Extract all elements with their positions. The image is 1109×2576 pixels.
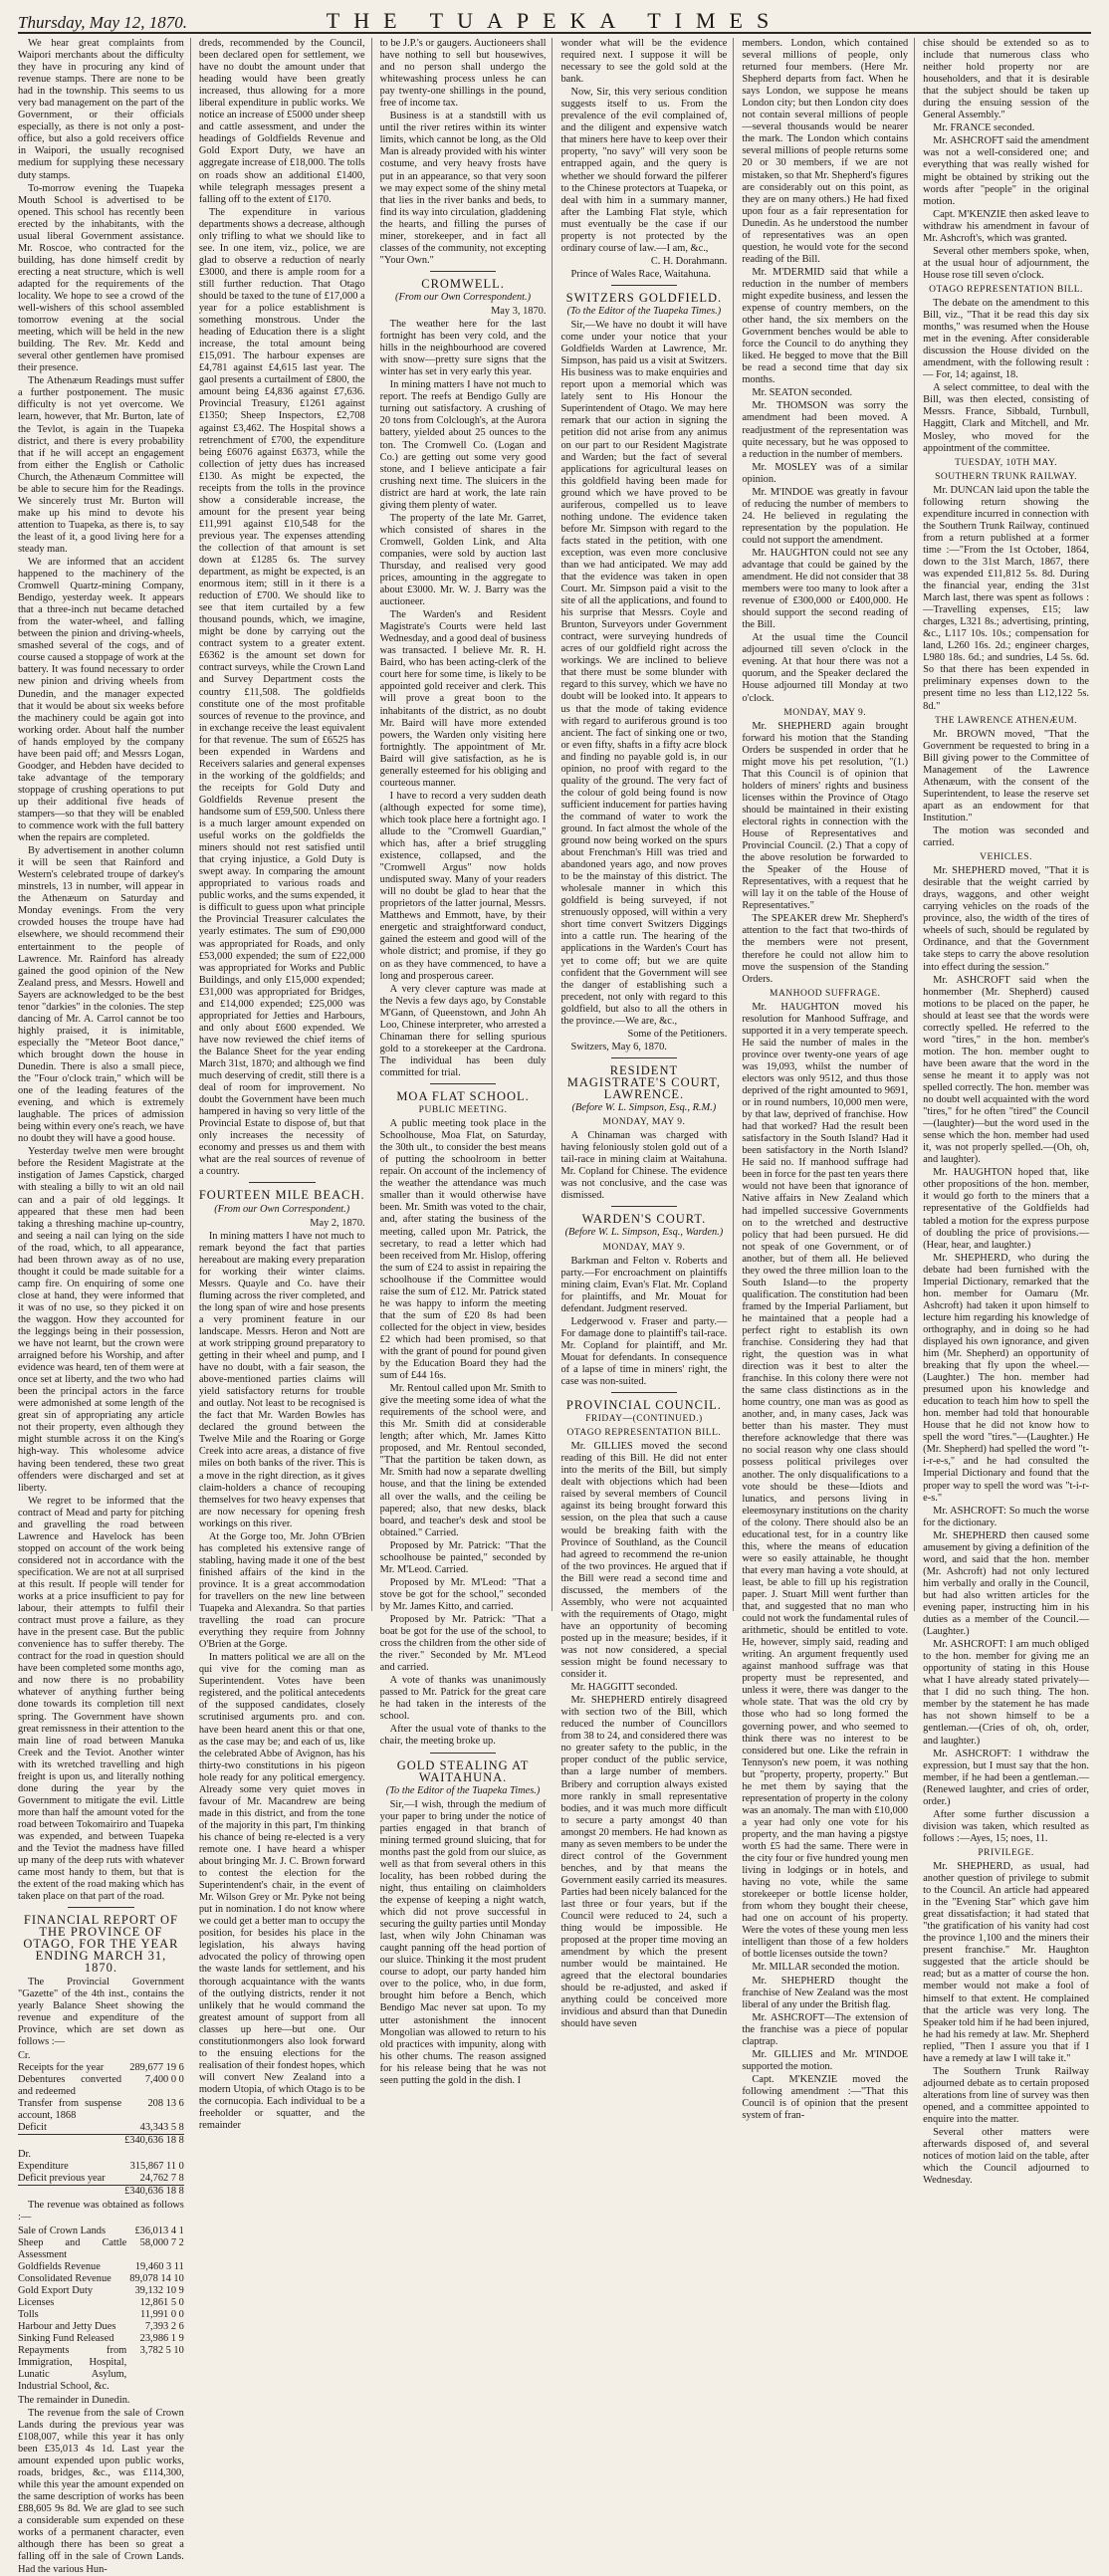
article-paragraph: The SPEAKER drew Mr. Shepherd's attention to the fact that two-thirds of the members were not present, therefore he could not allow him to move the suspension of the Standing Orders. xyxy=(742,913,909,985)
article-paragraph: Mr. Rentoul called upon Mr. Smith to give the meeting some idea of what the requirements of the school were, and this Mr. Smith did at considerable length; after which, Mr. James Kitto proposed, and Mr. Rentoul seconded, "That the partition be taken down, as Mr. Smith had now a separate dwelling house, and that the lining be extended all over the walls, and the ceiling be papered; also, that new desks, black board, and teacher's desk and stool be obtained." Carried. xyxy=(379,1383,547,1538)
article-paragraph: Ledgerwood v. Fraser and party.—For damage done to plaintiff's tail-race. Mr. Copland for plaintiff, and Mr. Mouat for defendants. In consequence of a lapse of time in miners' right, the case was non-suited. xyxy=(560,1315,728,1388)
signature: Some of the Petitioners. xyxy=(627,1028,728,1040)
article-paragraph: A public meeting took place in the Schoolhouse, Moa Flat, on Saturday, the 30th ult., to consider the best means of putting the schoolroom in better repair. On account of the inclemency of the weather the attendance was much smaller than it would otherwise have been. Mr. Smith was voted to the chair, and, after stating the business of the meeting, called upon Mr. Patrick, the secretary, to read a letter which had been received from Mr. Hislop, offering the sum of £24 to assist in repairing the schoolhouse if the Committee would raise the sum of £12. Mr. Patrick stated he was happy to inform the meeting that the sum of £20 8s had been collected for the object in view, besides £2 which had been promised, so that with the grant of pound for pound given by the Education Board they had the sum of £44 16s. xyxy=(379,1118,547,1382)
column-2 xyxy=(198,38,372,2132)
article-paragraph: Mr. SHEPHERD entirely disagreed with section two of the Bill, which reduced the number of Councillors from 38 to 24, and considered there was no greater safety to the public, in the proper conduct of the public service, than a large number of members. Bribery and corruption always existed more rankly in small representative bodies, and it was much more difficult to secure a party amongst 40 than amongst 20 members. He had known as many as seven members to be under the direct control of the Government benches, and by that means the Government easily carried its measures. Parties had been nicely balanced for the last three or four years, but if the Council were reduced to 24, such a thing would be impossible. He proposed at the proper time moving an amendment by which the present number would be maintained. He agreed that the electoral boundaries should be re-adjusted, and asked if anything could be conceived more invidious and absurd than that Dunedin should have seven xyxy=(560,1695,728,2030)
subheading: MANHOOD SUFFRAGE. xyxy=(770,988,881,999)
table-row: Expenditure 315,867 11 0 xyxy=(18,2160,184,2172)
article-paragraph: Business is at a standstill with us until the river retires within its winter limits, which cannot be long, as the Old Man is already provided with his winter costume, and very heavy frosts have put in an appearance, so that very soon we may expect some of the shiny metal that lies in the river banks and beds, to find its way into circulation, gladdening the hearts, and filling the purses of miner, storekeeper, and in fact all classes of the community, not excepting "Your Own." xyxy=(379,111,547,266)
column-4 xyxy=(560,38,734,2030)
article-paragraph: The Provincial Government "Gazette" of the 4th inst., contains the yearly Balance Sheet showing the revenue and expenditure of the Province, which are set down as follows :— xyxy=(18,1976,184,2047)
table-row: Harbour and Jetty Dues 7,393 2 6 xyxy=(18,2320,184,2332)
revenue-table xyxy=(18,2225,184,2393)
article-paragraph: Proposed by Mr. M'Leod: "That a stove be got for the school," seconded by Mr. James Kitto, and carried. xyxy=(379,1576,547,1612)
article-paragraph: Mr. SHEPHERD, who during the debate had been furnished with the Imperial Dictionary, remarked that the hon. member for Oamaru (Mr. Ashcroft) had taken it upon himself to lecture him regarding his knowledge of orthography, and in doing so he had displayed his own ignorance, and given him (Mr. Shepherd) an opportunity of breaking that fly upon the wheel.—(Laughter.) The hon. member had presumed upon his knowledge and education to teach him how to spell the hon. member had told that honourable House that he did not know how to spell the word "tires."—(Laughter.) He (Mr. Shepherd) had spelled the word "t-i-r-e-s," and he had consulted the Imperial Dictionary and found that the proper way to spell the word was "t-i-r-e-s." xyxy=(923,1252,1089,1504)
article-paragraph: After some further discussion a division was taken, which resulted as follows :—Ayes, 15; noes, 11. xyxy=(923,1808,1089,1844)
article-paragraph: We regret to be informed that the contract of Mead and party for pitching and gravelling the road between Lawrence and Havelock has been stopped on account of the work being considered not in accordance with the specification. We are not at all surprised at this result. If people will tender for works at a price insufficient to pay for labour, their attempts to fulfil their contract must prove a failure, as they have in the present case. But the public convenience has to suffer thereby. The contract for the road in question should have been completed some months ago, and now there is no probability whatever of anything further being done towards its completion till next spring. The Government have shown great remissness in their attention to the main line of road between Manuka Creek and the Teviot. Another winter with its wretched travelling and high freight is upon us, and literally nothing done during the year by the Government to mitigate the evil. Little more than half the amount voted for the road between Tokomairiro and Tuapeka was expended, and between Tuapeka and the Teviot the madness have filled up many of the deep ruts with whatever came most handy to them, but that is the extent of the road making which has taken place on that part of the road. xyxy=(18,1495,184,1903)
article-paragraph: Mr. ASHCROFT: I withdraw the expression, but I must say that the hon. member, if he had been a gentleman.—(Renewed laughter, and cries of order, order.) xyxy=(923,1748,1089,1807)
article-paragraph: Mr. SHEPHERD again brought forward his motion that the Standing Orders be suspended in order that he might move his pet resolution, "(1.) That this Council is of opinion that holders of miners' rights and business licenses within the Province of Otago should be maintained in their existing electoral rights in connection with the House of Representatives and Provincial Council. (2.) That a copy of the above resolution be forwarded to the Speaker of the House of Representatives, with a request that he will lay it on the table of the House of Representatives." xyxy=(742,720,909,912)
divider xyxy=(430,271,497,272)
article-paragraph: Mr. ASHCROFT: I am much obliged to the hon. member for giving me an opportunity of stating in this House what I have already stated privately—that I did no such thing. The hon. member by the statement he has made has not shown himself to be a gentleman.—(Cries of oh, oh, order, and laughter.) xyxy=(923,1639,1089,1747)
article-paragraph: Mr. GILLIES and Mr. M'INDOE supported the motion. xyxy=(742,2048,909,2072)
article-paragraph: The motion was seconded and carried. xyxy=(923,825,1089,849)
article-paragraph: The revenue was obtained as follows :— xyxy=(18,2199,184,2223)
article-paragraph: Mr. SHEPHERD then caused some amusement by giving a definition of the word, and said that the hon. member (Mr. Ashcroft) had not only lectured him verbally and orally in the Council, but had also written articles for the evening paper, instructing him in his duties as a member of the Council.—(Laughter.) xyxy=(923,1529,1089,1638)
article-paragraph: Mr. ASHCROFT: So much the worse for the dictionary. xyxy=(923,1505,1089,1528)
article-paragraph: Barkman and Felton v. Roberts and party.—For encroachment on plaintiffs mining claim, Evan's Flat. Mr. Copland for plaintiffs, and Mr. Mouat for defendant. Judgment reserved. xyxy=(560,1255,728,1314)
article-paragraph: A select committee, to deal with the Bill, was then elected, consisting of Messrs. France, Sibbald, Turnbull, Haggitt, Clark and Mitchell, and Mr. Mosley, who moved for the appointment of the committee. xyxy=(923,382,1089,454)
signature-place: Prince of Wales Race, Waitahuna. xyxy=(570,268,711,280)
dateline: TUESDAY, 10TH MAY. xyxy=(955,457,1058,468)
article-paragraph: The debate on the amendment to this Bill, viz., "That it be read this day six months," was resumed when the House met in the evening. After considerable discussion the House divided on the amendment, with the following result :— For, 14; against, 18. xyxy=(923,297,1089,381)
subheading: SOUTHERN TRUNK RAILWAY. xyxy=(935,471,1077,482)
byline: (To the Editor of the Tuapeka Times.) xyxy=(566,305,722,317)
article-paragraph: I have to record a very sudden death (although expected for some time), which took place here a fortnight ago. I allude to the "Cromwell Guardian," which has, after a brief struggling existence, collapsed, and the "Cromwell Argus" now holds undisputed sway. Many of your readers will no doubt be glad to hear that the proprietors of the latter journal, Messrs. Matthews and Emmott, have, by their energetic and straightforward conduct, gained the esteem and good will of the whole district; and promise, if they go on as they have commenced, to have a long and prosperous career. xyxy=(379,790,547,982)
debit-table xyxy=(18,2149,184,2198)
article-paragraph: A vote of thanks was unanimously passed to Mr. Patrick for the great care he had taken in the interests of the school. xyxy=(379,1675,547,1723)
article-paragraph: wonder what will be the evidence required next. I suppose it will be necessary to see the gold sold at the bank. xyxy=(560,38,728,86)
article-paragraph: Yesterday twelve men were brought before the Resident Magistrate at the instigation of James Capstick, charged with stealing a billy to wit an old nail can and a pair of old leggings. It appeared that these men had been taking a threshing machine up-country, and seeing a nail can lying on the side of the road, which, to all appearance, had been thrown away as of no use, thought it could be made suitable for a camp fire. On enquiring of some one close at hand, they were informed that it was of no use, so they picked it on the waggon. How they accounted for the leggings being in their possession, we have not learnt, but the crown were arraigned before his Worship, and after evidence was heard, ten of them were at once set at liberty, and the two who had been the principal actors in the farce were admonished at some length of the great sin of appropriating any article not their property, even although they might stumble across it on the King's high-way. This wholesome advice having been tendered, these two great offenders were discharged and set at liberty. xyxy=(18,1146,184,1494)
divider xyxy=(611,1392,678,1393)
article-paragraph: Mr. ASHCROFT—The extension of the franchise was a piece of popular claptrap. xyxy=(742,2011,909,2047)
article-paragraph: Mr. SHEPHERD moved, "That it is desirable that the weight carried by drays, waggons, and other weight carrying vehicles on the roads of the province, also, the width of the tires of wheels of such, should be regulated by Ordinance, and that the Government take steps to carry the above resolution into effect during the session." xyxy=(923,865,1089,973)
dateline: MONDAY, MAY 9. xyxy=(602,1117,686,1128)
article-paragraph: Mr. HAUGHTON could not see any advantage that could be gained by the amendment. He did not consider that 38 members were too many to look after a revenue of £300,000 or £400,000. He should support the second reading of the Bill. xyxy=(742,547,909,631)
byline: (Before W. L. Simpson, Esq., R.M.) xyxy=(571,1102,717,1114)
headline-gold-stealing: GOLD STEALING AT WAITAHUNA. xyxy=(396,1757,530,1784)
dateline: May 3, 1870. xyxy=(491,305,547,317)
headline-provincial-council: PROVINCIAL COUNCIL. xyxy=(565,1398,722,1413)
table-heading: Dr. xyxy=(18,2148,31,2160)
divider xyxy=(430,1083,497,1084)
article-paragraph: Mr. SHEPHERD thought the franchise of New Zealand was the most liberal of any under the British flag. xyxy=(742,1975,909,2010)
table-row: Debentures converted and redeemed 7,400 0 0 xyxy=(18,2073,184,2097)
article-paragraph: Mr. ASHCROFT said when the honmember (Mr. Shepherd) caused motions to be placed on the paper, he should at least see that the words were correctly spelled. He referred to the word "tires," in the hon. member's motion. The hon. member ought to have been aware that the word in the sense he meant it to apply was not spelled correctly. The hon. member was no doubt well acquainted with the word "tires," for he often "tired" the Council—(laughter)—but the word used in the sense which the hon. member had used it, was not properly spelled.—(Oh, oh, and laughter). xyxy=(923,974,1089,1166)
subheading: VEHICLES. xyxy=(980,852,1032,863)
article-paragraph: We are informed that an accident happened to the machinery of the Cromwell Quartz-mining Company, Bendigo, yesterday week. It appears that a three-inch nut became detached from the water-wheel, and falling between the pinion and driving-wheels, smashed several of the cogs, and of course caused a stoppage of work at the battery. It was found necessary to order new pinion and driving wheels from Dunedin, and the manager expected that it would be about six weeks before the machinery could be again got into working order. About half the number of hands employed by the company have been paid off; and Messrs Logan, Goodger, and Hebden have decided to take advantage of the temporary stoppage of crushing operations to put up their additional five heads of stampers—so that they will be enabled to commence work with the full battery when the repairs are completed. xyxy=(18,557,184,844)
byline: (Before W. L. Simpson, Esq., Warden.) xyxy=(564,1227,724,1239)
article-paragraph: Several other members spoke, when, at the usual hour of adjournment, the House rose till seven o'clock. xyxy=(923,245,1089,281)
article-paragraph: The revenue from the sale of Crown Lands during the previous year was £108,007, while this year it has only been £35,013 4s 1d. Last year the amount expended upon public works, roads, bridges, &c., was £114,300, while this year the amount expended on the same description of works has been £88,605 9s 8d. We are glad to see such a considerable sum expended on these works of a permanent character, even although there has been so great a falling off in the sale of Crown Lands. Had the various Hun- xyxy=(18,2407,184,2575)
article-paragraph: We hear great complaints from Waipori merchants about the difficulty they have in procuring any kind of revenue stamps. There are none to be had in the township. This seems to us very bad management on the part of the Government, or their officials especially, as there is not only a post-office, but also a gold receivers office in Waipori, the usually recognised medium for supplying these necessary duty stamps. xyxy=(18,38,184,181)
headline-financial-report: FINANCIAL REPORT OF THE PROVINCE OF OTAGO, FOR THE YEAR ENDING MARCH 31, 1870. xyxy=(23,1913,179,1976)
article-paragraph: Mr. ASHCROFT said the amendment was not a well-considered one; and everything that was really wished for might be obtained by striking out the words after "people" in the original motion. xyxy=(923,135,1089,207)
article-paragraph: Mr. BROWN moved, "That the Government be requested to bring in a Bill giving power to the Committee of Management of the Lawrence Athenæum, with the consent of the Superintendent, to lease the reserve set apart as an endowment for that Institution." xyxy=(923,728,1089,823)
article-paragraph: After the usual vote of thanks to the chair, the meeting broke up. xyxy=(379,1724,547,1748)
dateline: May 2, 1870. xyxy=(310,1217,365,1229)
signature-place: Switzers, May 6, 1870. xyxy=(570,1041,667,1053)
article-paragraph: The property of the late Mr. Garret, which consisted of shares in the Cromwell, Golden Link, and Alta companies, were sold by auction last Thursday, and realised very good prices, amounting in the aggregate to about £3000. Mr. W. J. Barry was the auctioneer. xyxy=(379,512,547,608)
dateline: MONDAY, MAY 9. xyxy=(783,707,867,718)
column-3 xyxy=(379,38,554,2086)
article-paragraph: Several other matters were afterwards disposed of, and several notices of motion laid on the table, after which the Council adjourned to Wednesday. xyxy=(923,2127,1089,2187)
divider xyxy=(249,1182,316,1183)
headline-cromwell: CROMWELL. xyxy=(421,276,505,291)
byline: (From our Own Correspondent.) xyxy=(214,1203,350,1215)
article-paragraph: A very clever capture was made at the Nevis a few days ago, by Constable M'Gann, of Queenstown, and John Ah Loo, Chinese interpreter, who arrested a Chinaman there for selling spurious gold to a storekeeper at the Cardrona. The individual has been duly committed for trial. xyxy=(379,983,547,1078)
table-row: Receipts for the year 289,677 19 6 xyxy=(18,2061,184,2073)
article-paragraph: Capt. M'KENZIE moved the following amendment :—"That this Council is of opinion that the present system of fran- xyxy=(742,2073,909,2122)
columns xyxy=(18,38,1095,2575)
article-paragraph: In matters political we are all on the qui vive for the coming man as Superintendent. Votes have been registered, and the political antecedents of the supposed candidates, closely scrutinised arguments pro. and con. have been heard anent this or that one, as the case may be; and each of us, like the celebrated Abbe of Avignon, has his thirty-two constitutions in his pigeon hole ready for any political emergency. Already some very quiet moves in favour of Mr. Macandrew are being made in this district, and from the tone of the majority in this part, I'm thinking his chance of being re-elected is a very remote one. I have heard a whisper about bringing Mr. J. C. Brown forward to contest the election for the Superintendent's chair, in the event of Mr. Wilson Grey or Mr. Pyke not being put in nomination. I do not know where we could get a better man to occupy the position, for besides his place in the legislation, his always having advocated the policy of throwing open the waste lands for settlement, and his thorough acquaintance with the wants of the outlying districts, render it not unlikely that he would command the greatest amount of support from all classes up here—but one. Our constitutionmongers also look forward to the ensuing elections for the realisation of their fondest hopes, which will convert New Zealand into a modern Utopia, of which Otago is to be the cornucopia. Each individual to be a freeholder or squatter, and the remainder xyxy=(198,1652,365,2132)
article-paragraph: In mining matters I have not much to remark beyond the fact that parties hereabout are making every preparation for working their winter claims. Messrs. Quayle and Co. have their fluming across the river completed, and the long span of wire and hose presents a very prominent feature in our landscape. Messrs. Heron and Nott are at work stripping ground preparatory to getting in their wheel and pump, and I have no doubt, with a fair season, the above-mentioned parties claims will yield satisfactory returns for trouble and outlay. Not least to be recognised is the fact that Mr. Warden Bowles has declared the ground between the Twelve Mile and the Roaring or Gorge Creek into acre areas, a distance of five miles on both banks of the river. This is a move in the right direction, as it gives claim-holders a chance of recouping themselves for two heavy expenses that are now necessary for opening fresh workings on this river. xyxy=(198,1230,365,1529)
article-paragraph: Mr. SHEPHERD, as usual, had another question of privilege to submit to the Council. An article had appeared in the "Evening Star" which gave him great dissatisfaction; it had stated that "the gratification of his vanity had cost the province 1,100 and the miners their present franchise." Mr. Haughton suggested that the article should be read; but as a matter of course the hon. member would not make a fool of himself to that extent. He complained that the article was very long. The Speaker told him if he had been injured, he had his remedy at law. Mr. Shepherd replied, "Then I assure you that if I have a remedy at law I will take it." xyxy=(923,1860,1089,2064)
table-row: Transfer from suspense account, 1868 208 13 6 xyxy=(18,2097,184,2121)
article-paragraph: The Warden's and Resident Magistrate's Courts were held last Wednesday, and a good deal of business was transacted. I believe Mr. R. H. Baird, who has been acting-clerk of the court here for some time, is likely to be appointed gold receiver and clerk. This will prove a great boon to the inhabitants of the district, as no doubt Mr. Baird will have more extended powers, the Warden only visiting here fortnightly. The appointment of Mr. Baird will give satisfaction, as he is generally esteemed for his obliging and courteous manner. xyxy=(379,609,547,789)
article-paragraph: Mr. GILLIES moved the second reading of this Bill. He did not enter into the merits of the Bill, but simply dealt with objections which had been raised by several members of Council against its being brought forward this session, on the plea that such a cause would be breaking faith with the Province of Southland, as the Council had agreed to recommend the re-union of the two provinces. He argued that if the Bill were read a second time and discussed, the members of the Assembly, who were not acquainted with the requirements of Otago, might have an opportunity of becoming posted up in the measure; besides, if it was not now considered, a special session might be found necessary to consider it. xyxy=(560,1441,728,1681)
credit-table xyxy=(18,2050,184,2147)
article-paragraph: Now, Sir, this very serious condition suggests itself to us. From the prevalence of the evil complained of, and the diligent and expensive watch that miners here have to keep over their property, "no savy" will very soon be entrapped again, and the query is whether we should forward the pilferer to the Chinese protectors at Tuapeka, or deal with him in a summary manner, after the Lambing Flat style, which must eventually be the case if our property is not protected by the ordinary course of law.—I am, &c., xyxy=(560,87,728,254)
article-paragraph: Proposed by Mr. Patrick: "That a boat be got for the use of the school, to cross the children from the other side of the river." Seconded by Mr. M'Leod and carried. xyxy=(379,1614,547,1674)
table-row: Deficit 43,343 5 8 xyxy=(18,2121,184,2133)
table-row: Sinking Fund Released 23,986 1 9 xyxy=(18,2332,184,2344)
table-row: Gold Export Duty 39,132 10 9 xyxy=(18,2284,184,2296)
column-6 xyxy=(923,38,1095,2187)
dateline: MONDAY, MAY 9. xyxy=(602,1242,686,1253)
article-paragraph: Proposed by Mr. Patrick: "That the schoolhouse be painted," seconded by Mr. M'Leod. Carried. xyxy=(379,1539,547,1575)
subheading: THE LAWRENCE ATHENÆUM. xyxy=(935,715,1078,726)
table-row: Sale of Crown Lands £36,013 4 1 xyxy=(18,2225,184,2236)
article-paragraph: Sir,—I wish, through the medium of your paper to bring under the notice of parties engaged in that branch of mining termed ground sluicing, that for months past the gold from our sluice, as well as that from several others in this locality, has been robbed during the night, thus entailing on claimholders the expense of keeping a night watch, which did not prove successful in securing the guilty parties until Monday last, when wily John Chinaman was caught panning off the head portion of our sluice. Thinking it the most prudent course to adopt, our party handed him over to the police, who, in due form, brought him before a Bench, which Bendigo Mac never sat upon. To my utter astonishment the innocent Mongolian was allowed to return to his old practices with impunity, along with his other chums. The reason assigned for his release being that he was not seen putting the gold in the dish. I xyxy=(379,1798,547,2086)
table-row: Goldfields Revenue 19,460 3 11 xyxy=(18,2260,184,2272)
divider xyxy=(611,1206,678,1207)
article-paragraph: In mining matters I have not much to report. The reefs at Bendigo Gully are turning out satisfactory. A crushing of 20 tons from Colclough's, at the Aurora battery, yielded about 25 ounces to the ton. The Cromwell Co. (Logan and Co.) are getting out some very good stone, and I believe anticipate a fair crushing next time. The sluicers in the district are hard at work, the late rain giving them plenty of water. xyxy=(379,379,547,511)
article-paragraph: Mr. MOSLEY was of a similar opinion. xyxy=(742,461,909,485)
subheading: OTAGO REPRESENTATION BILL. xyxy=(929,284,1083,295)
table-row: Deficit previous year 24,762 7 8 xyxy=(18,2172,184,2184)
masthead xyxy=(18,8,1091,34)
headline-switzers-goldfield: SWITZERS GOLDFIELD. xyxy=(565,290,723,305)
subheading: PRIVILEGE. xyxy=(978,1847,1034,1858)
headline-moa-flat-school: MOA FLAT SCHOOL. xyxy=(396,1088,530,1103)
article-paragraph: Mr. THOMSON was sorry the amendment had been moved. A readjustment of the representation was quite necessary, but he was opposed to a reduction in the number of members. xyxy=(742,400,909,460)
article-paragraph: At the usual time the Council adjourned till seven o'clock in the evening. At that hour there was not a quorum, and the Speaker declared the House adjourned till Monday at two o'clock. xyxy=(742,632,909,704)
article-paragraph: The remainder in Dunedin. xyxy=(18,2394,130,2406)
subheading: FRIDAY—(CONTINUED.) xyxy=(585,1414,703,1425)
article-paragraph: Mr. SEATON seconded. xyxy=(752,387,853,399)
signature: C. H. Dorahmann. xyxy=(650,255,728,267)
byline: (From our Own Correspondent.) xyxy=(395,291,532,303)
newspaper-title: THE TUAPEKA TIMES xyxy=(326,8,783,33)
article-paragraph: The expenditure in various departments shows a decrease, although only trifling to what we should like to see. In one item, viz., police, we are glad to observe a reduction of nearly £3000, and there is ample room for a still further reduction. That Otago should be taxed to the tune of £17,000 a year for a police establishment is something monstrous. Under the heading of Education there is a slight increase, the total amount being £15,091. The harbour expenses are £4,781 against £4,615 last year. The gaol presents a curtailment of £800, the amount being £4,836 against £7,636. Provincial Treasury, £1261 against £1350; Sheep Inspectors, £2,708 against £3,462. The Hospital shows a retrenchment of £700, the expenditure being £6076 against £6373, while the collection of jetty dues has increased £130. As might be expected, the receipts from the tolls in the province show a considerable increase, the amount for the present year being £11,991 against £10,548 for the previous year. The expenses attending the collection of that amount is set down at £1285 6s. The survey department, as might be expected, is an enormous item; still in it there is a reduction of £700. We should like to see that item curtailed by a few thousand pounds, which, we imagine, might be done by carrying out the contract system to a greater extent. £6362 is the amount set down for contract surveys, while the Crown Land and Survey Department costs the country £11,508. The goldfields constitute one of the most profitable sources of revenue to the province, and in exchange receive the least equivalent for that revenue. The sum of £6525 has been expended in Wardens and Receivers salaries and general expenses in the working of the goldfields; and the receipts for Gold Duty and Goldfields Revenue present the handsome sum of £59,500. Unless there is a much larger amount expended on useful works on the goldfields the miners should not rest satisfied until that crying injustice, a Gold Duty is swept away. In comparing the amount appropriated to various roads and public works, and the sums expended, it is difficult to guess upon what principle the Provincial Treasurer calculates the yearly estimates. The sum of £90,000 was appropriated for Roads, and only £53,000 expended; the sum of £22,000 was appropriated for Works and Public Buildings, and only £15,000 expended; £31,000 was appropriated for Bridges, and £14,000 expended; £25,000 was appropriated for Jetties and Harbours, and only about £600 expended. We have now reviewed the chief items of the Balance Sheet for the year ending March 31st, 1870; and although we find much deserving of credit, still there is a deal of room for improvement. No doubt the Government have been much hampered in having so very little of the Provincial Estate to dispose of, but that only increases the necessity of economy and presses us and them with what are the real sources of revenue of a country. xyxy=(198,206,365,1178)
column-5 xyxy=(742,38,915,2122)
table-row: Tolls 11,991 0 0 xyxy=(18,2308,184,2320)
article-paragraph: A Chinaman was charged with having feloniously stolen gold out of a tail-race in mining claim at Waitahuna. Mr. Copland for Chinese. The evidence was not conclusive, and the case was dismissed. xyxy=(560,1130,728,1202)
article-paragraph: The weather here for the last fortnight has been very cold, and the hills in the neighbourhood are covered with snow—pretty sure signs that the winter has set in very early this year. xyxy=(379,319,547,378)
column-1 xyxy=(18,38,191,2575)
table-total: £340,636 18 8 xyxy=(18,2134,184,2147)
byline: (To the Editor of the Tuapeka Times.) xyxy=(385,1784,541,1796)
article-paragraph: chise should be extended so as to include that numerous class who neither hold property nor are householders, and that it is desirable that the subject should be taken up during the ensuing session of the General Assembly." xyxy=(923,38,1089,121)
divider xyxy=(430,1753,497,1754)
article-paragraph: By advertisement in another column it will be seen that Rainford and Western's celebrated troupe of darkey's minstrels, 13 in number, will appear in the Athenæum on Saturday and Monday evenings. From the very crowded houses the troupe have had elsewhere, we should recommend their entertainment to the people of Lawrence. Mr. Rainford has already gained the good opinion of the New Zealand press, and Messrs. Howell and Sayers are acknowledged to be the best tenor "darkies" in the colonies. The step dancing of Mr. A. Carrol cannot be too highly praised, it is inimitable, especially the "Meteor Boot dance," which brought down the house in Dunedin. There is also a small piece, the "Four o'clock train," which will be one of the leading features of the evening, and which is extremely laughable. The prices of admission being within every one's reach, we have no doubt they will have a good house. xyxy=(18,845,184,1145)
article-paragraph: dreds, recommended by the Council, been declared open for settlement, we have no doubt the amount under that heading would have been greatly increased, thus allowing for a more liberal expenditure in public works. We notice an increase of £5000 under sheep and cattle assessment, and under the headings of Goldfields Revenue and Gold Export Duty, we have an aggregate increase of £18,000. The tolls on roads show an additional £1400, while telegraph messages present a falling off to the extent of £170. xyxy=(198,38,365,205)
article-paragraph: The Southern Trunk Railway adjourned debate as to certain proposed alterations from line of survey was then opened, and a committee appointed to enquire into the matter. xyxy=(923,2065,1089,2125)
article-paragraph: Mr. HAGGITT seconded. xyxy=(570,1682,678,1694)
headline-fourteen-mile-beach: FOURTEEN MILE BEACH. xyxy=(198,1188,365,1203)
divider xyxy=(611,1057,678,1058)
article-paragraph: Mr. FRANCE seconded. xyxy=(933,122,1035,134)
article-paragraph: To-morrow evening the Tuapeka Mouth School is advertised to be opened. This school has recently been erected by the inhabitants, with the usual liberal Government assistance. Mr. Roscoe, who contracted for the building, has done himself credit by erecting a neat structure, which is well adapted for the requirements of the locality. We hope to see a crowd of the well-wishers of this school assembled tomorrow evening at the social meeting, which will be held in the new building. The Rev. Mr. Kedd and several other gentlemen have promised their presence. xyxy=(18,182,184,374)
article-paragraph: members. London, which contained several millions of people, only returned four members. (Here Mr. Shepherd departs from fact. When he says London, we suppose he means London city; but then London city does not contain several millions of people—several thousands would be nearer the mark. The London which contains several millions of people returns some 20 or 30 members, if we are not mistaken, so that Mr. Shepherd's figures are considerably out on this point, as they are on many others.) He had fixed upon four as a fair representation for Dunedin. As he understood the number of representatives was an open question, he would vote for the second reading of the Bill. xyxy=(742,38,909,265)
article-paragraph: Capt. M'KENZIE then asked leave to withdraw his amendment in favour of Mr. Ashcroft's, which was granted. xyxy=(923,208,1089,244)
article-paragraph: Sir,—We have no doubt it will have come under your notice that your Goldfields Warden at Lawrence, Mr. Simpson, has paid us a visit at Switzers. His business was to make enquiries and report upon a memorial which was lately sent to His Honour the Superintendent of Otago. We may here remark that our action in signing the petition did not arise from any animus on our part to our Resident Magistrate and Warden; but the fact of several applications for agricultural leases on this goldfield having been made for ground which we have proved to be auriferous, compelled us to leave nothing undone. The evidence taken before Mr. Simpson with regard to the facts stated in the petition, with one exception, was even more conclusive than we had anticipated. We may add that the evidence was taken in open Court. Mr. Simpson paid a visit to the site of all the applications, and found to his surprise that Messrs. Coyle and Brunton, Surveyors under Government contract, were surveying hundreds of acres of our goldfield right across the workings. We are inclined to believe that there must be some blunder with regard to this survey, which we have no doubt will be looked into. It appears to us that the mode of taking evidence with regard to auriferous ground is too ancient. The fact of sinking one or two, or even fifty, shafts in a fifty acre block and finding no payable gold is, in our opinion, no proof with regard to the quality of the ground. The very fact of the colour of gold being found is now sufficient inducement for parties having the command of water to work the ground. In fact almost the whole of the ground now being worked on the spurs about Frenchman's Hill was tried and abandoned years ago, and now proves to be the mainstay of this district. The wholesale manner in which this goldfield is being surveyed, if not strenuously opposed, will within a very short time convert Switzers Diggings into a cattle run. The hearing of the applications in the Warden's Court has yet to come off; but we are quite confident that the Government will see the danger of establishing such a precedent, not only with regard to this goldfield, but also to all the others in the province.—We are, &c., xyxy=(560,320,728,1027)
article-paragraph: Mr. M'DERMID said that while a reduction in the number of members might expedite business, and lessen the expense of country members, on the other hand, the six members on the Government benches would be able to force the Council to do anything they liked. He begged to move that the Bill be read a second time that day six months. xyxy=(742,266,909,386)
article-paragraph: Mr. HAUGHTON moved his resolution for Manhood Suffrage, and supported it in a very temperate speech. He said the number of males in the province over twenty-one years of age was 19,093, whilst the number of electors was only 9512, and thus those deprived of the right amounted to 9691, or in round numbers, 10,000 men were, by that law, deprived of franchise. How had that worked? Had the result been satisfactory in the South Island? Had it been satisfactory in the North Island? He said no. If manhood suffrage had been in force for the past ten years there would not have been that ignorance of Native affairs in New Zealand which had impelled successive Governments on to the wretched and destructive policy that had been pursued. He did not speak of one Government, or of another, but of them all. He believed they owed the three million loan to the South Island—to the property qualification. The constitution had been framed by the Imperial Parliament, but he maintained that a people had a perfect right to establish its own franchise. Considering they had that right, the question was in what direction was it best to alter the franchise. In this colony there were not the same class distinctions as in the home country, one man was as good as another, and, in many cases, Jack was better than his master. They must therefore acknowledge that there was no social reason why one class should possess political privileges over another. The only disqualifications to a vote should be these—Idiots and lunatics, and persons living in eleemosynary institutions on the charity of the colony. There should also be an educational test, for in a country like this, where the means of education were so easily attainable, he thought that every man having a vote should, at least, be able to fill up his registration paper. J. Stuart Mill went further than that, and suggested that no man who could not work the fundamental rules of arithmetic, should be entitled to vote. He, however, simply said, reading and writing. An argument frequently used against manhood suffrage was that property must be represented, and unless it were, there was danger to the whole state. That was the old cry by those who had so long formed the governing power, and who seemed to think there was no interest to be considered but one. Like the refrain in Tennyson's new poem, it was nothing but "property, property, property." But he met them by saying that the representation of property in the colony was an anomaly. The man with £10,000 a year had only one vote for his property, and the man having a pigstye worth £5 had the same. There were in the city four or five hundred young men living in lodgings or in hotels, and having no vote, while the same storekeeper or bottle license holder, from whom they bought their cheese, had one on account of his property. Were the votes of these young men less intelligent than those of a few holders of bottle licenses outside the town? xyxy=(742,1001,909,1961)
table-row: Sheep and Cattle Assessment 58,000 7 2 xyxy=(18,2236,184,2260)
article-paragraph: At the Gorge too, Mr. John O'Brien has completed his extensive range of stabling, having made it one of the best finished affairs of the kind in the province. It is a great accommodation for travellers on the new line between Tuapeka and Alexandra. So that parties travelling the road can procure everything they require from Johnny O'Brien at the Gorge. xyxy=(198,1530,365,1651)
table-row: Repayments from Immigration, Hospital, Lunatic Asylum, Industrial School, &c. 3,782 5 10 xyxy=(18,2344,184,2392)
article-paragraph: to be J.P.'s or gaugers. Auctioneers shall have nothing to sell but housewives, and no person shall undergo the whitewashing process unless he can pay twenty-one shillings in the pound, free of income tax. xyxy=(379,38,547,110)
headline-wardens-court: WARDEN'S COURT. xyxy=(581,1212,707,1227)
article-paragraph: Mr. MILLAR seconded the motion. xyxy=(752,1962,900,1974)
article-paragraph: Mr. HAUGHTON hoped that, like other propositions of the hon. member, it would go forth to the miners that a representative of the Goldfields had tabled a motion for the express purpose of doubling the price of provisions.—(Hear, hear, and laughter.) xyxy=(923,1167,1089,1251)
article-paragraph: The Athenæum Readings must suffer a further postponement. The music difficulty is not yet overcome. We learn, however, that Mr. Burton, late of the Tevlot, is again in the Tuapeka district, and there is every probability that if he will accept an engagement from either the English or Catholic Church, the Athenæum Committee will be able to secure him for the Readings. We sincerely trust Mr. Burton will make up his mind to devote his attention to Tuapeka, as there is, to say the least of it, a good living here for a steady man. xyxy=(18,375,184,555)
issue-date: Thursday, May 12, 1870. xyxy=(18,13,187,32)
table-row: Consolidated Revenue 89,078 14 10 xyxy=(18,2272,184,2284)
subheading: PUBLIC MEETING. xyxy=(418,1105,508,1116)
table-row: Licenses 12,861 5 0 xyxy=(18,2296,184,2308)
subheading: OTAGO REPRESENTATION BILL. xyxy=(566,1428,722,1439)
divider xyxy=(611,285,678,286)
article-paragraph: Mr. M'INDOE was greatly in favour of reducing the number of members to 24. He believed in regulating the representation by the population. He could not support the amendment. xyxy=(742,486,909,546)
headline-resident-magistrate: RESIDENT MAGISTRATE'S COURT, LAWRENCE. xyxy=(566,1062,722,1101)
table-total: £340,636 18 8 xyxy=(18,2185,184,2198)
divider xyxy=(68,1907,134,1908)
table-heading: Cr. xyxy=(18,2049,31,2061)
article-paragraph: Mr. DUNCAN laid upon the table the following return showing the expenditure incurred in connection with the Southern Trunk Railway, continued from a return published at a former time :—"From the 1st October, 1864, down to the 31st March, 1867, there was expended £11,812 5s. 8d. During the financial year, ending the 31st March last, there was spent as follows :—Travelling expenses, £15; law charges, L321 8s.; advertising, printing, &c., L117 10s. 10s.; compensation for land, L260 16s. 2d.; engineer charges, L980 18s. 6d.; and sundries, L4 5s. 6d. So that there has been expended in preliminary expenses down to the present time no less than L12,122 5s. 8d." xyxy=(923,484,1089,712)
